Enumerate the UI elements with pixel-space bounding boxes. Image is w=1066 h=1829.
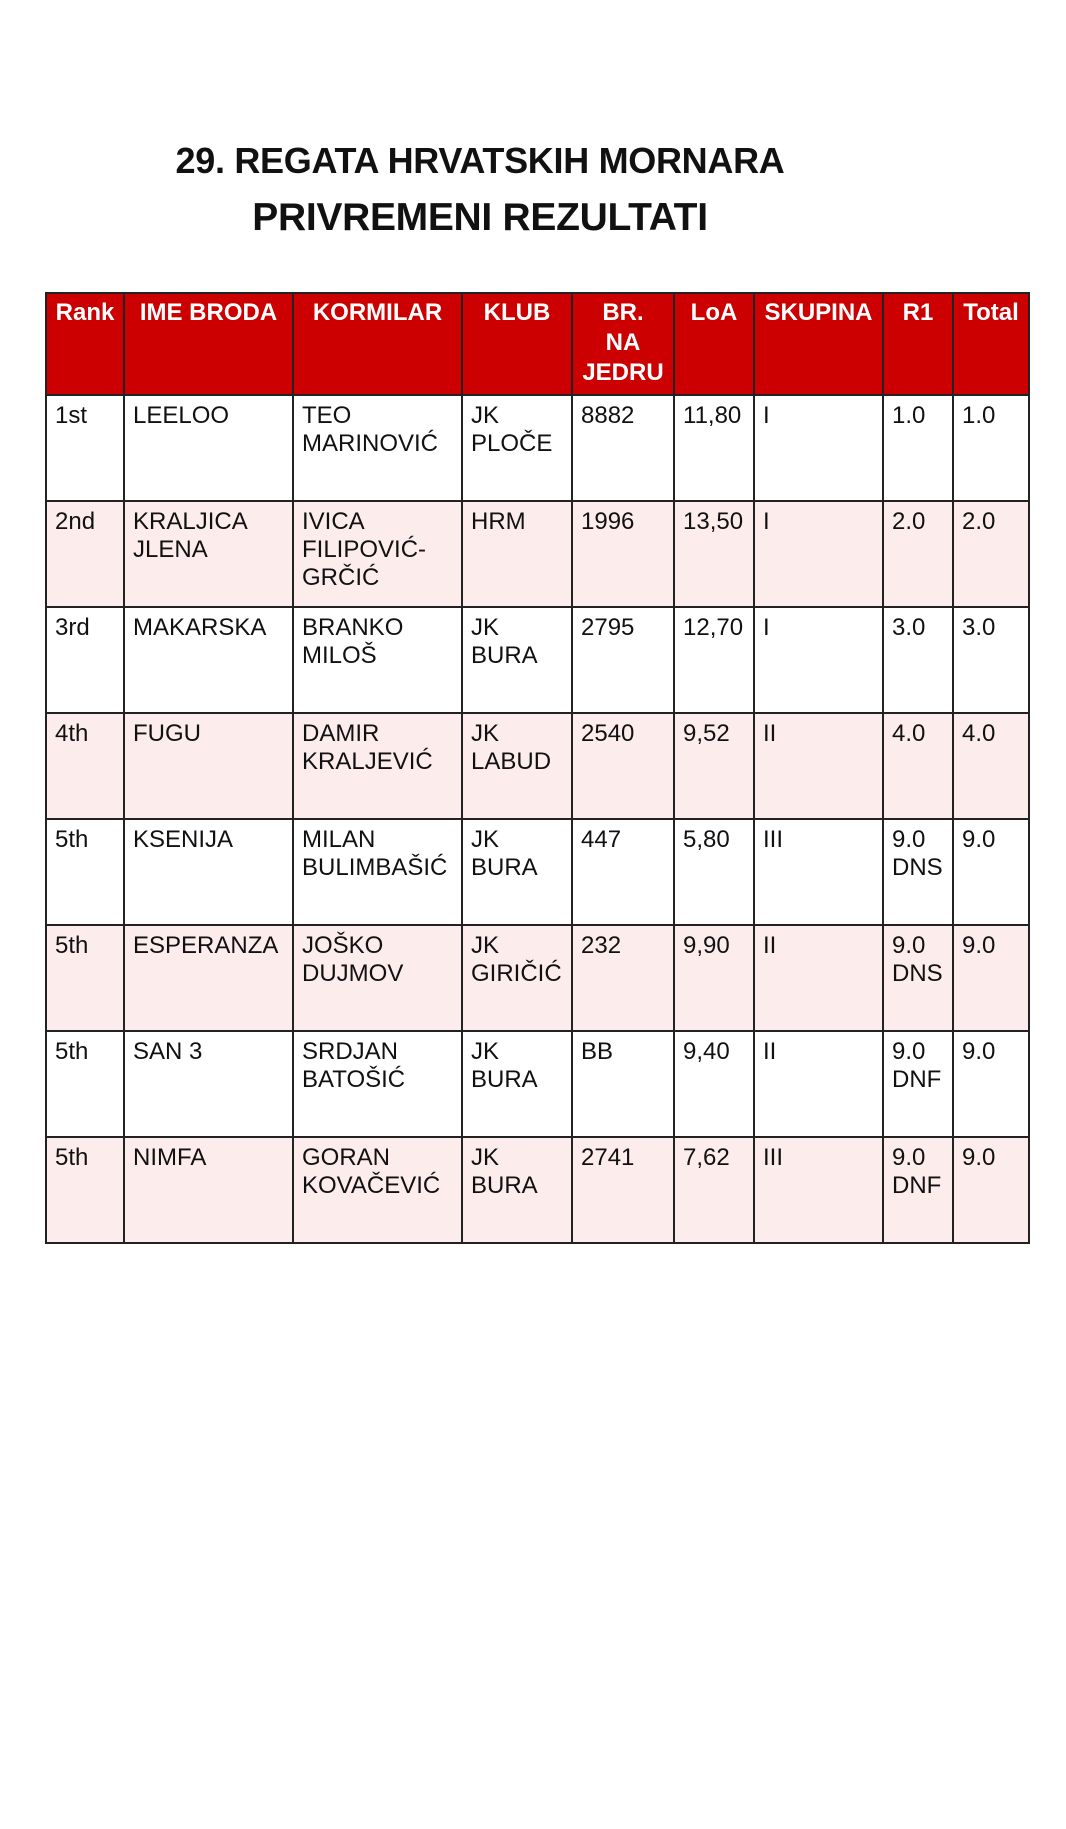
rank-cell: 2nd xyxy=(46,501,124,607)
sail-number-cell: 8882 xyxy=(572,395,674,501)
column-header-boat-name: IME BRODA xyxy=(124,293,293,395)
group-cell: I xyxy=(754,501,883,607)
club-cell: JK PLOČE xyxy=(462,395,572,501)
loa-cell: 13,50 xyxy=(674,501,754,607)
total-cell: 3.0 xyxy=(953,607,1029,713)
total-cell: 2.0 xyxy=(953,501,1029,607)
r1-cell: 1.0 xyxy=(883,395,953,501)
sail-number-cell: 447 xyxy=(572,819,674,925)
loa-cell: 9,40 xyxy=(674,1031,754,1137)
group-cell: II xyxy=(754,713,883,819)
table-row xyxy=(46,501,1029,607)
table-row xyxy=(46,607,1029,713)
rank-cell: 5th xyxy=(46,1031,124,1137)
table-header-row xyxy=(46,293,1029,395)
total-cell: 4.0 xyxy=(953,713,1029,819)
table-row xyxy=(46,1137,1029,1243)
club-cell: JK GIRIČIĆ xyxy=(462,925,572,1031)
page-subtitle: PRIVREMENI REZULTATI xyxy=(252,196,708,239)
group-cell: II xyxy=(754,1031,883,1137)
column-header-rank: Rank xyxy=(46,293,124,395)
helmsman-cell: SRDJAN BATOŠIĆ xyxy=(293,1031,462,1137)
rank-cell: 1st xyxy=(46,395,124,501)
column-header-club: KLUB xyxy=(462,293,572,395)
r1-cell: 4.0 xyxy=(883,713,953,819)
column-header-r1: R1 xyxy=(883,293,953,395)
table-row xyxy=(46,1031,1029,1137)
group-cell: III xyxy=(754,1137,883,1243)
loa-cell: 5,80 xyxy=(674,819,754,925)
r1-cell: 9.0 DNS xyxy=(883,819,953,925)
total-cell: 9.0 xyxy=(953,1137,1029,1243)
sail-number-cell: 1996 xyxy=(572,501,674,607)
helmsman-cell: MILAN BULIMBAŠIĆ xyxy=(293,819,462,925)
r1-cell: 3.0 xyxy=(883,607,953,713)
club-cell: JK BURA xyxy=(462,1137,572,1243)
helmsman-cell: DAMIR KRALJEVIĆ xyxy=(293,713,462,819)
loa-cell: 11,80 xyxy=(674,395,754,501)
column-header-helmsman: KORMILAR xyxy=(293,293,462,395)
table-row xyxy=(46,395,1029,501)
column-header-loa: LoA xyxy=(674,293,754,395)
rank-cell: 3rd xyxy=(46,607,124,713)
club-cell: JK BURA xyxy=(462,819,572,925)
group-cell: III xyxy=(754,819,883,925)
rank-cell: 5th xyxy=(46,1137,124,1243)
club-cell: JK BURA xyxy=(462,607,572,713)
boat-name-cell: MAKARSKA xyxy=(124,607,293,713)
sail-number-cell: 232 xyxy=(572,925,674,1031)
club-cell: HRM xyxy=(462,501,572,607)
rank-cell: 4th xyxy=(46,713,124,819)
loa-cell: 12,70 xyxy=(674,607,754,713)
sail-number-cell: 2795 xyxy=(572,607,674,713)
group-cell: I xyxy=(754,607,883,713)
helmsman-cell: JOŠKO DUJMOV xyxy=(293,925,462,1031)
column-header-total: Total xyxy=(953,293,1029,395)
helmsman-cell: IVICA FILIPOVIĆ- GRČIĆ xyxy=(293,501,462,607)
boat-name-cell: LEELOO xyxy=(124,395,293,501)
boat-name-cell: ESPERANZA xyxy=(124,925,293,1031)
boat-name-cell: NIMFA xyxy=(124,1137,293,1243)
group-cell: I xyxy=(754,395,883,501)
boat-name-cell: FUGU xyxy=(124,713,293,819)
sail-number-cell: 2741 xyxy=(572,1137,674,1243)
total-cell: 9.0 xyxy=(953,925,1029,1031)
table-row xyxy=(46,925,1029,1031)
loa-cell: 9,52 xyxy=(674,713,754,819)
table-row xyxy=(46,819,1029,925)
column-header-sail-number: BR. NA JEDRU xyxy=(572,293,674,395)
loa-cell: 7,62 xyxy=(674,1137,754,1243)
club-cell: JK BURA xyxy=(462,1031,572,1137)
boat-name-cell: KSENIJA xyxy=(124,819,293,925)
boat-name-cell: KRALJICA JLENA xyxy=(124,501,293,607)
page-title: 29. REGATA HRVATSKIH MORNARA xyxy=(175,140,785,181)
helmsman-cell: BRANKO MILOŠ xyxy=(293,607,462,713)
results-table xyxy=(45,292,1030,1244)
r1-cell: 9.0 DNF xyxy=(883,1031,953,1137)
total-cell: 9.0 xyxy=(953,1031,1029,1137)
sail-number-cell: 2540 xyxy=(572,713,674,819)
total-cell: 1.0 xyxy=(953,395,1029,501)
r1-cell: 9.0 DNF xyxy=(883,1137,953,1243)
table-row xyxy=(46,713,1029,819)
loa-cell: 9,90 xyxy=(674,925,754,1031)
group-cell: II xyxy=(754,925,883,1031)
sail-number-cell: BB xyxy=(572,1031,674,1137)
total-cell: 9.0 xyxy=(953,819,1029,925)
rank-cell: 5th xyxy=(46,819,124,925)
boat-name-cell: SAN 3 xyxy=(124,1031,293,1137)
club-cell: JK LABUD xyxy=(462,713,572,819)
r1-cell: 9.0 DNS xyxy=(883,925,953,1031)
column-header-group: SKUPINA xyxy=(754,293,883,395)
r1-cell: 2.0 xyxy=(883,501,953,607)
rank-cell: 5th xyxy=(46,925,124,1031)
helmsman-cell: TEO MARINOVIĆ xyxy=(293,395,462,501)
helmsman-cell: GORAN KOVAČEVIĆ xyxy=(293,1137,462,1243)
